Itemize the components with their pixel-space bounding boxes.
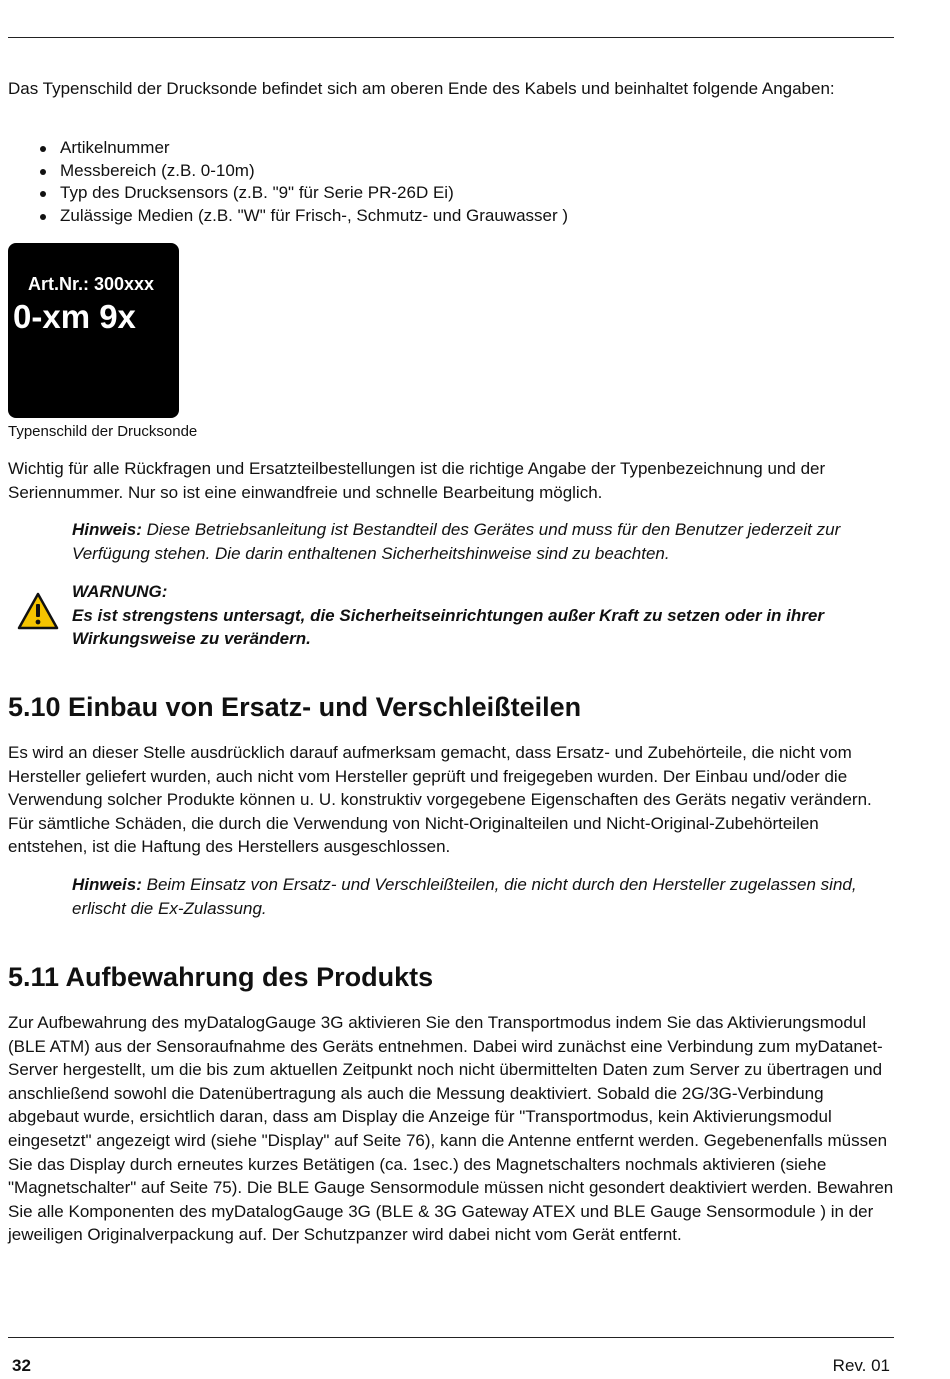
section-5-10-body: Es wird an dieser Stelle ausdrücklich darauf aufmerksam gemacht, dass Ersatz- und Zubehörteile, die nicht vom Hersteller geliefert wurden, auch nicht vom Hersteller geprüft und freigegeben wurden. Der Einbau und/oder die Verwendung solcher Produkte können u. U. konstruktiv vorgegebene Eigenschaften des Geräts negativ verändern. Für sämtliche Schäden, die durch die Verwendung von Nicht-Originalteilen und Nicht-Original-Zubehörteilen entstehen, ist die Haftung des Herstellers ausgeschlossen. — [8, 743, 872, 857]
section-5-10-note — [72, 873, 892, 920]
bullet-list — [40, 137, 568, 227]
note-text: Beim Einsatz von Ersatz- und Verschleißteilen, die nicht durch den Hersteller zugelassen sind, erlischt die Ex-Zulassung. — [72, 875, 857, 918]
warning-title: WARNUNG: — [72, 582, 168, 601]
footer-rule — [8, 1337, 894, 1338]
section-5-11-body: Zur Aufbewahrung des myDatalogGauge 3G aktivieren Sie den Transportmodus indem Sie das Aktivierungsmodul (BLE ATM) aus der Sensoraufnahme des Geräts entnehmen. Dabei wird zunächst eine Verbindung zum myDatanet-Server hergestellt, um die bis zum aktuellen Zeitpunkt noch nicht übermittelten Daten zum Server zu übertragen und anschließend sowohl die Datenübertragung als auch die Messung deaktiviert. Sobald die 2G/3G-Verbindung abgebaut wurde, ersichtlich daran, dass am Display die Anzeige für "Transportmodus, kein Aktivierungsmodul eingesetzt" angezeigt wird (siehe "Display" auf Seite 76), kann die Antenne entfernt werden. Gegebenenfalls müssen Sie das Display durch erneutes kurzes Betätigen (ca. 1sec.) des Magnetschalters nochmals aktivieren (siehe "Magnetschalter" auf Seite 75). Die BLE Gauge Sensormodule müssen nicht gesondert deaktiviert werden. Bewahren Sie alle Komponenten des myDatalogGauge 3G (BLE & 3G Gateway ATEX und BLE Gauge Sensormodule ) in der jeweiligen Originalverpackung auf. Der Schutzpanzer wird dabei nicht vom Gerät entfernt. — [8, 1013, 894, 1245]
list-item: Messbereich (z.B. 0-10m) — [40, 160, 568, 183]
header-rule — [8, 37, 894, 38]
note-paragraph — [72, 518, 892, 565]
note-text: Diese Betriebsanleitung ist Bestandteil des Gerätes und muss für den Benutzer jederzeit zur Verfügung stehen. Die darin enthaltenen Sicherheitshinweise sind zu beachten. — [72, 520, 841, 563]
warning-triangle-icon — [17, 592, 59, 630]
section-heading-5-10: 5.10 Einbau von Ersatz- und Verschleißteilen — [8, 692, 582, 722]
type-plate-image — [8, 243, 179, 418]
plate-article-number: Art.Nr.: 300xxx — [28, 274, 155, 294]
section-heading-5-11: 5.11 Aufbewahrung des Produkts — [8, 962, 434, 992]
list-item: Zulässige Medien (z.B. "W" für Frisch-, Schmutz- und Grauwasser ) — [40, 205, 568, 228]
revision-label: Rev. 01 — [832, 1356, 890, 1375]
intro-paragraph: Das Typenschild der Drucksonde befindet sich am oberen Ende des Kabels und beinhaltet folgende Angaben: — [8, 79, 835, 98]
note-label: Hinweis: — [72, 520, 142, 539]
list-item: Typ des Drucksensors (z.B. "9" für Serie PR-26D Ei) — [40, 182, 568, 205]
page-number: 32 — [12, 1356, 31, 1375]
warning-text: Es ist strengstens untersagt, die Sicherheitseinrichtungen außer Kraft zu setzen oder in ihrer Wirkungsweise zu verändern. — [72, 605, 824, 649]
list-item: Artikelnummer — [40, 137, 568, 160]
plate-caption: Typenschild der Drucksonde — [8, 423, 198, 440]
note-label: Hinweis: — [72, 875, 142, 894]
important-paragraph: Wichtig für alle Rückfragen und Ersatzteilbestellungen ist die richtige Angabe der Typenbezeichnung und der Seriennummer. Nur so ist eine einwandfreie und schnelle Bearbeitung möglich. — [8, 459, 826, 502]
warning-block — [72, 580, 892, 651]
plate-range: 0-xm 9x — [13, 298, 136, 335]
